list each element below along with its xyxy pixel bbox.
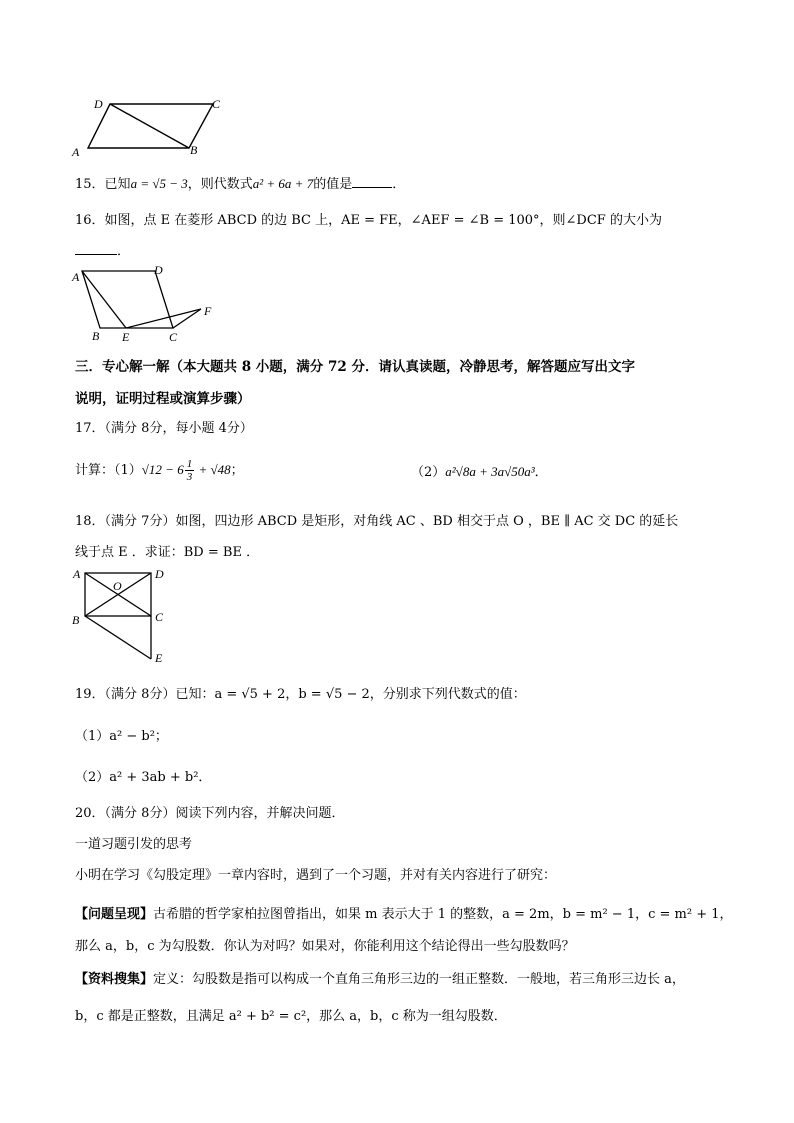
q16-number: 16．: [75, 213, 105, 228]
q17-part1-end: ；: [230, 463, 244, 479]
vertex-label-c: C: [212, 97, 221, 111]
vertex-label-b: B: [72, 613, 80, 627]
vertex-label-d: D: [154, 263, 163, 277]
question-19-part1: （1）a² − b²；: [75, 729, 168, 744]
q16-answer-blank: [75, 242, 117, 255]
q15-text-a: 已知: [104, 177, 131, 192]
q15-number: 15．: [75, 177, 105, 192]
vertex-label-d: D: [155, 567, 164, 581]
question-20-subtitle: 一道习题引发的思考: [75, 837, 193, 852]
vertex-label-a: A: [72, 145, 80, 159]
rectangle-figure: [66, 563, 176, 668]
vertex-label-b: B: [92, 329, 100, 343]
section-3-line1: 三．专心解一解（本大题共 8 小题，满分 72 分．请认真读题，冷静思考，解答题应写出文字: [75, 359, 635, 375]
q15-condition: a = √5 − 3: [130, 176, 188, 191]
q15-expression: a² + 6a + 7: [252, 176, 314, 191]
vertex-label-f: F: [204, 304, 212, 318]
question-18-line2: 线于点 E ．求证：BD = BE ．: [75, 545, 260, 560]
question-16-line1: [75, 209, 662, 228]
vertex-label-e: E: [122, 330, 130, 344]
vertex-label-a: A: [73, 567, 81, 581]
q20-problem-text: 古希腊的哲学家柏拉图曾指出，如果 m 表示大于 1 的整数，a = 2m，b = m² − 1，c = m² + 1，: [153, 907, 733, 922]
question-20-line1: 20．（满分 8分）阅读下列内容，并解决问题．: [75, 806, 345, 821]
q20-research-tag: 【资料搜集】: [75, 972, 154, 987]
question-17-part1: [75, 458, 244, 483]
parallelogram-figure: [66, 95, 236, 160]
q17-part1-b: + √48: [195, 462, 231, 478]
q20-problem-tag: 【问题呈现】: [75, 907, 154, 922]
question-20-problem-line2: 那么 a，b，c 为勾股数．你认为对吗？如果对，你能利用这个结论得出一些勾股数吗？: [75, 939, 575, 954]
q17-part1-a: √12 − 6: [141, 462, 184, 478]
q15-answer-blank: [352, 175, 392, 188]
question-18-line1: 18．（满分 7分）如图，四边形 ABCD 是矩形，对角线 AC 、BD 相交于点 O ，BE ∥ AC 交 DC 的延长: [75, 514, 679, 529]
q15-text-c: 的值是: [313, 177, 353, 192]
section-3-line2: 说明，证明过程或演算步骤）: [75, 391, 251, 407]
q17-part2-expr: a²√8a + 3a√50a³: [445, 464, 535, 479]
vertex-label-c: C: [155, 610, 164, 624]
rhombus-figure: [66, 262, 226, 347]
q16-end: ．: [117, 244, 131, 259]
question-16-line2: [75, 240, 130, 259]
vertex-label-o: O: [113, 579, 122, 593]
question-17-header: 17．（满分 8分，每小题 4分）: [75, 421, 253, 436]
q17-frac-num: 1: [186, 458, 193, 470]
question-19-line1: 19．（满分 8分）已知：a = √5 + 2，b = √5 − 2，分别求下列代数式的值：: [75, 687, 526, 702]
q17-fraction: [185, 458, 195, 483]
vertex-label-e: E: [155, 651, 163, 665]
vertex-label-c: C: [169, 330, 178, 344]
q15-end: ．: [392, 177, 406, 192]
question-19-part2: （2）a² + 3ab + b²．: [75, 770, 212, 785]
question-17-part2: [411, 461, 548, 480]
question-20-intro: 小明在学习《勾股定理》一章内容时，遇到了一个习题，并对有关内容进行了研究：: [75, 868, 557, 883]
q20-research-text: 定义：勾股数是指可以构成一个直角三角形三边的一组正整数．一般地，若三角形三边长 a，: [153, 972, 685, 987]
q17-frac-den: 3: [186, 471, 193, 484]
q15-text-b: ，则代数式: [187, 177, 253, 192]
q16-text: 如图，点 E 在菱形 ABCD 的边 BC 上，AE = FE，∠AEF = ∠B = 100°，则∠DCF 的大小为: [104, 213, 662, 228]
section-3-heading: [75, 355, 635, 407]
question-20-problem-line1: [75, 903, 733, 922]
vertex-label-a: A: [72, 270, 80, 284]
question-20-research-line1: [75, 968, 685, 987]
vertex-label-b: B: [190, 143, 198, 157]
q17-label: 计算：（1）: [75, 463, 142, 479]
q17-part2-end: ．: [534, 465, 548, 480]
question-20-research-line2: b，c 都是正整数，且满足 a² + b² = c²，那么 a，b，c 称为一组勾股数．: [75, 1009, 507, 1024]
q17-part2-label: （2）: [411, 465, 446, 480]
question-15: [75, 173, 405, 192]
vertex-label-d: D: [94, 97, 103, 111]
